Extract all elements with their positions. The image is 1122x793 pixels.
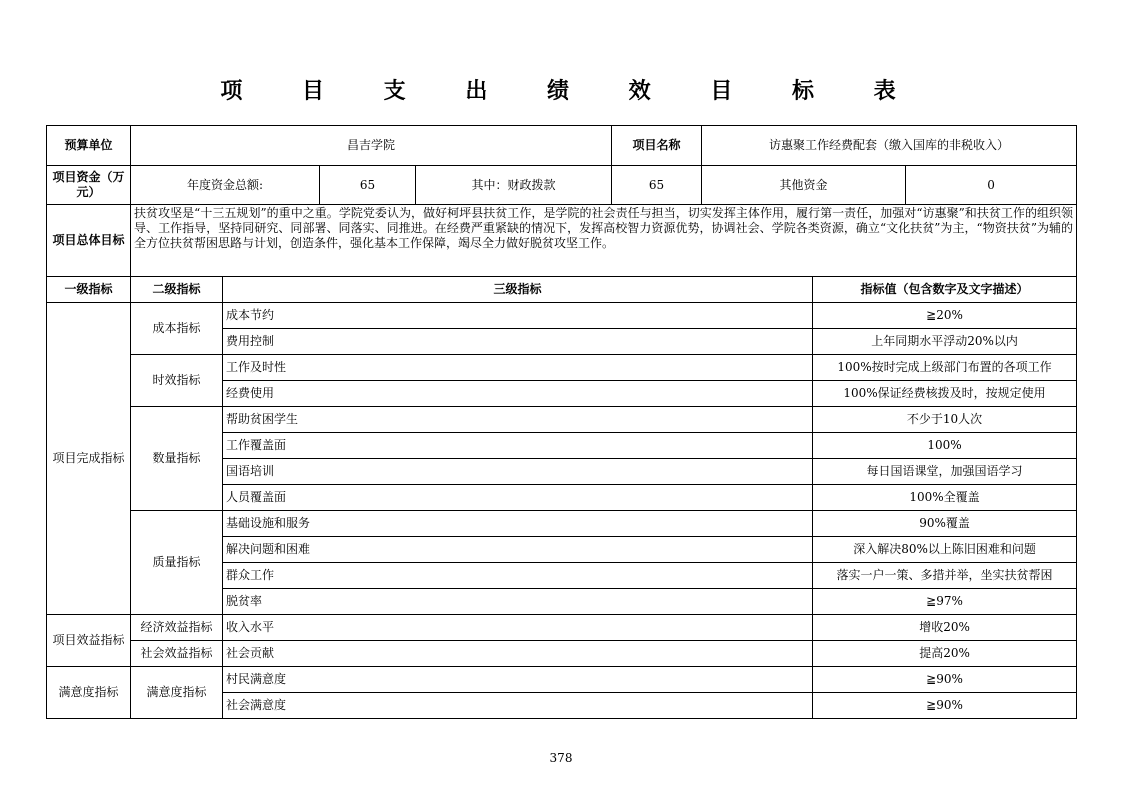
indicator-name: 国语培训 (223, 459, 813, 485)
table-row (47, 615, 1077, 641)
level2-satisfaction: 满意度指标 (131, 667, 223, 719)
indicator-name: 解决问题和困难 (223, 537, 813, 563)
indicator-value: 100%按时完成上级部门布置的各项工作 (813, 355, 1077, 381)
indicator-name: 工作及时性 (223, 355, 813, 381)
budget-unit-label: 预算单位 (47, 126, 131, 166)
table-row (47, 667, 1077, 693)
indicator-value: 不少于10人次 (813, 407, 1077, 433)
level2-social: 社会效益指标 (131, 641, 223, 667)
indicator-name: 帮助贫困学生 (223, 407, 813, 433)
indicator-value: ≧97% (813, 589, 1077, 615)
level1-header: 一级指标 (47, 277, 131, 303)
indicator-value: 100%全覆盖 (813, 485, 1077, 511)
funds-label: 项目资金（万元） (47, 166, 131, 205)
indicator-name: 收入水平 (223, 615, 813, 641)
level1-satisfaction: 满意度指标 (47, 667, 131, 719)
indicator-name: 经费使用 (223, 381, 813, 407)
total-funds-label: 年度资金总额: (131, 166, 320, 205)
level1-completion: 项目完成指标 (47, 303, 131, 615)
goal-text: 扶贫攻坚是“十三五规划”的重中之重。学院党委认为，做好柯坪县扶贫工作，是学院的社会责任与担当，切实发挥主体作用，履行第一责任，加强对“访惠聚”和扶贫工作的组织领导、工作指导，坚持同研究、同部署、同落实、同推进。在经费严重紧缺的情况下，发挥高校智力资源优势，协调社会、学院各类资源，确立“文化扶贫”为主，“物资扶贫”为辅的全方位扶贫帮困思路与计划，创造条件，强化基本工作保障，竭尽全力做好脱贫攻坚工作。 (131, 205, 1077, 277)
indicator-value: 上年同期水平浮动20%以内 (813, 329, 1077, 355)
indicator-value: ≧20% (813, 303, 1077, 329)
goal-label: 项目总体目标 (47, 205, 131, 277)
indicator-name: 费用控制 (223, 329, 813, 355)
level2-timeliness: 时效指标 (131, 355, 223, 407)
level2-header: 二级指标 (131, 277, 223, 303)
indicator-value: 增收20% (813, 615, 1077, 641)
indicator-name: 社会贡献 (223, 641, 813, 667)
table-row (47, 355, 1077, 381)
indicator-name: 基础设施和服务 (223, 511, 813, 537)
indicator-name: 村民满意度 (223, 667, 813, 693)
table-row (47, 303, 1077, 329)
indicator-value: 落实一户一策、多措并举，坐实扶贫帮困 (813, 563, 1077, 589)
performance-table (46, 125, 1077, 719)
level1-benefit: 项目效益指标 (47, 615, 131, 667)
funds-row (47, 166, 1077, 205)
value-header: 指标值（包含数字及文字描述） (813, 277, 1077, 303)
indicator-value: 100% (813, 433, 1077, 459)
level2-cost: 成本指标 (131, 303, 223, 355)
indicator-name: 成本节约 (223, 303, 813, 329)
indicator-value: 每日国语课堂，加强国语学习 (813, 459, 1077, 485)
page-number: 378 (549, 751, 573, 765)
fiscal-funds-value: 65 (612, 166, 702, 205)
level2-quantity: 数量指标 (131, 407, 223, 511)
table-row (47, 407, 1077, 433)
other-funds-label: 其他资金 (702, 166, 906, 205)
table-row (47, 511, 1077, 537)
goal-row (47, 205, 1077, 277)
indicator-name: 群众工作 (223, 563, 813, 589)
header-row (47, 126, 1077, 166)
table-row (47, 641, 1077, 667)
indicator-value: 100%保证经费核拨及时，按规定使用 (813, 381, 1077, 407)
total-funds-value: 65 (320, 166, 416, 205)
indicator-value: ≧90% (813, 693, 1077, 719)
indicator-name: 人员覆盖面 (223, 485, 813, 511)
indicator-name: 社会满意度 (223, 693, 813, 719)
other-funds-value: 0 (906, 166, 1077, 205)
indicator-value: 提高20% (813, 641, 1077, 667)
indicator-header-row (47, 277, 1077, 303)
level2-quality: 质量指标 (131, 511, 223, 615)
level3-header: 三级指标 (223, 277, 813, 303)
indicator-value: 深入解决80%以上陈旧困难和问题 (813, 537, 1077, 563)
indicator-name: 脱贫率 (223, 589, 813, 615)
page-title: 项 目 支 出 绩 效 目 标 表 (220, 78, 922, 104)
project-name-label: 项目名称 (612, 126, 702, 166)
level2-economic: 经济效益指标 (131, 615, 223, 641)
fiscal-funds-label: 其中：财政拨款 (416, 166, 612, 205)
indicator-value: 90%覆盖 (813, 511, 1077, 537)
indicator-value: ≧90% (813, 667, 1077, 693)
budget-unit-value: 昌吉学院 (131, 126, 612, 166)
indicator-name: 工作覆盖面 (223, 433, 813, 459)
project-name-value: 访惠聚工作经费配套（缴入国库的非税收入） (702, 126, 1077, 166)
